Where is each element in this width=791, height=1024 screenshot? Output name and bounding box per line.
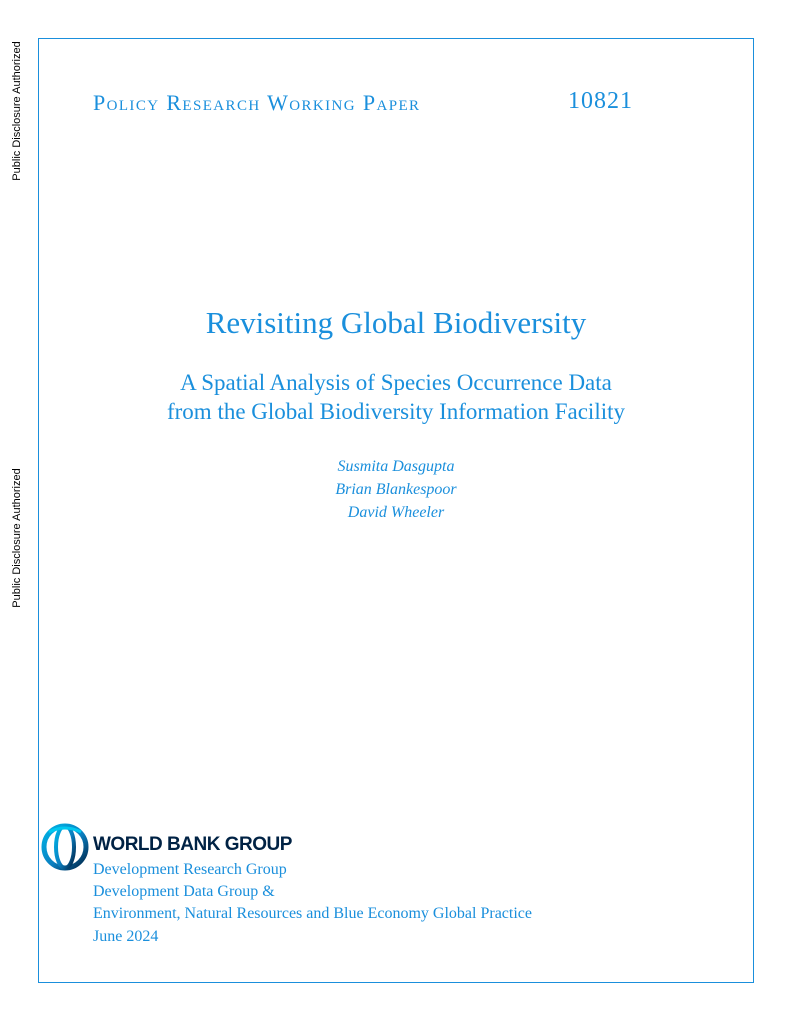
world-bank-globe-icon — [40, 822, 90, 872]
disclosure-label-top: Public Disclosure Authorized — [11, 41, 23, 181]
paper-title: Revisiting Global Biodiversity — [205, 305, 587, 340]
world-bank-group-wordmark: WORLD BANK GROUP — [93, 834, 292, 855]
paper-number: 10821 — [568, 88, 633, 114]
disclosure-label-bottom: Public Disclosure Authorized — [11, 468, 23, 608]
author-name: David Wheeler — [347, 504, 445, 521]
series-name: Policy Research Working Paper — [93, 90, 421, 115]
paper-subtitle-line-2: from the Global Biodiversity Information Facility — [166, 399, 625, 424]
footer-line: Development Research Group — [93, 861, 287, 878]
author-name: Susmita Dasgupta — [337, 458, 455, 475]
author-name: Brian Blankespoor — [335, 481, 457, 498]
footer-line: Environment, Natural Resources and Blue Economy Global Practice — [93, 905, 532, 922]
footer-line: Development Data Group & — [93, 883, 275, 900]
series-header — [93, 88, 633, 120]
paper-subtitle-line-1: A Spatial Analysis of Species Occurrence Data — [180, 370, 612, 395]
publication-date: June 2024 — [93, 928, 159, 945]
